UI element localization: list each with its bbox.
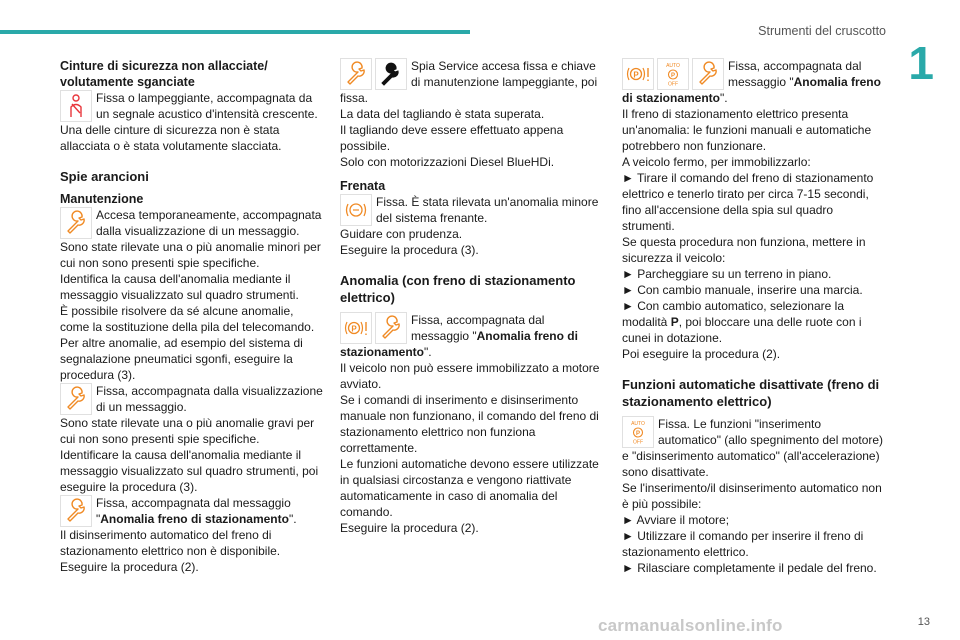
park-brake-auto-fault-text-3: Se questa procedura non funziona, mettere in sicurezza il veicolo:	[622, 235, 866, 265]
service-text-3: Solo con motorizzazioni Diesel BlueHDi.	[340, 155, 555, 169]
wrench-orange-icon	[375, 312, 407, 344]
braking-description: Fissa. È stata rilevata un'anomalia minore del sistema frenante.	[376, 195, 599, 225]
watermark: carmanualsonline.info	[598, 616, 783, 635]
maintenance-1-text-1: Sono state rilevate una o più anomalie minori per cui non sono presenti spie specifiche.	[60, 240, 321, 270]
maintenance-2-text-2: Identificare la causa dell'anomalia mediante il messaggio visualizzato sul quadro strumenti, poi eseguire la procedura (3).	[60, 448, 319, 494]
auto-label: AUTO	[666, 63, 680, 69]
brake-warning-icon	[340, 194, 372, 226]
wrench-orange-icon	[60, 207, 92, 239]
maintenance-entry-1	[60, 207, 324, 239]
wrench-orange-icon	[340, 58, 372, 90]
maintenance-1-text-2: Identifica la causa dell'anomalia mediante il messaggio visualizzato sul quadro strumenti.	[60, 272, 299, 302]
seatbelt-warning-icon	[60, 90, 92, 122]
off-label: OFF	[668, 81, 678, 87]
maintenance-entry-3	[60, 495, 324, 527]
park-brake-fault-text-1: Il veicolo non può essere immobilizzato a motore avviato.	[340, 361, 600, 391]
park-brake-fault-text-2: Se i comandi di inserimento e disinserimento manuale non funzionano, il comando del freno di stazionamento elettrico non funziona correttamente.	[340, 393, 599, 455]
maintenance-1-text-4: Per altre anomalie, ad esempio del sistema di segnalazione pneumatici sgonfi, eseguire la procedura (3).	[60, 336, 303, 382]
parking-brake-fault-icon	[340, 312, 372, 344]
seatbelt-description: Fissa o lampeggiante, accompagnata da un segnale acustico d'intensità crescente.	[96, 91, 318, 121]
park-brake-fault-description: Fissa, accompagnata dal messaggio "Anomalia freno di stazionamento".	[340, 313, 578, 359]
service-key-icon	[375, 58, 407, 90]
off-label: OFF	[633, 439, 643, 445]
park-brake-fault-heading: Anomalia (con freno di stazionamento elettrico)	[340, 273, 576, 305]
park-brake-auto-fault-text-2: A veicolo fermo, per immobilizzarlo:	[622, 155, 811, 169]
seatbelt-entry	[60, 90, 324, 122]
column-3	[622, 58, 886, 576]
service-description: Spia Service accesa fissa e chiave di manutenzione lampeggiante, poi fissa.	[340, 59, 598, 105]
maintenance-3-description: Fissa, accompagnata dal messaggio "Anomalia freno di stazionamento".	[96, 496, 297, 526]
service-entry	[340, 58, 604, 106]
wrench-orange-icon	[692, 58, 724, 90]
page-number: 13	[917, 616, 930, 628]
svg-text:P: P	[635, 431, 641, 437]
park-brake-step-3: ► Con cambio manuale, inserire una marcia.	[622, 283, 863, 297]
auto-off-parking-icon	[657, 58, 689, 90]
orange-lights-heading: Spie arancioni	[60, 169, 149, 184]
auto-functions-step-2: ► Utilizzare il comando per inserire il freno di stazionamento elettrico.	[622, 529, 864, 559]
maintenance-3-text-1: Il disinserimento automatico del freno di stazionamento elettrico non è disponibile.	[60, 528, 281, 558]
maintenance-2-text-1: Sono state rilevate una o più anomalie gravi per cui non sono presenti spie specifiche.	[60, 416, 315, 446]
park-brake-step-4: ► Con cambio automatico, selezionare la modalità P, poi bloccare una delle ruote con i cunei in dotazione.	[622, 299, 862, 345]
svg-text:P: P	[351, 324, 357, 334]
park-brake-step-1: ► Tirare il comando del freno di stazionamento elettrico e tenerlo tirato per circa 7-15 secondi, fino all'accensione della spia sul quadro strumenti.	[622, 171, 874, 233]
svg-text:P: P	[633, 70, 639, 80]
auto-label: AUTO	[631, 421, 645, 427]
column-2	[340, 58, 604, 536]
park-brake-fault-text-4: Eseguire la procedura (2).	[340, 521, 479, 535]
auto-off-parking-icon	[622, 416, 654, 448]
park-brake-step-2: ► Parcheggiare su un terreno in piano.	[622, 267, 832, 281]
auto-functions-text-1: Se l'inserimento/il disinserimento automatico non è più possibile:	[622, 481, 882, 511]
auto-functions-entry	[622, 416, 886, 480]
seatbelt-text: Una delle cinture di sicurezza non è stata allacciata o è stata volutamente slacciata.	[60, 123, 282, 153]
maintenance-1-text-3: È possibile risolvere da sé alcune anomalie, come la sostituzione della pila del telecomando.	[60, 304, 315, 334]
park-brake-auto-fault-text-4: Poi eseguire la procedura (2).	[622, 347, 781, 361]
braking-text-1: Guidare con prudenza.	[340, 227, 463, 241]
braking-entry	[340, 194, 604, 226]
service-text-1: La data del tagliando è stata superata.	[340, 107, 545, 121]
park-brake-auto-fault-entry	[622, 58, 886, 106]
service-text-2: Il tagliando deve essere effettuato appena possibile.	[340, 123, 564, 153]
auto-functions-description: Fissa. Le funzioni "inserimento automatico" (allo spegnimento del motore) e "disinserimento automatico" (all'accelerazione) sono disattivate.	[622, 417, 884, 479]
wrench-orange-icon	[60, 495, 92, 527]
park-brake-auto-fault-text-1: Il freno di stazionamento elettrico presenta un'anomalia: le funzioni manuali e automatiche potrebbero non funzionare.	[622, 107, 872, 153]
seatbelt-heading: Cinture di sicurezza non allacciate/ volutamente sganciate	[60, 59, 268, 89]
maintenance-heading: Manutenzione	[60, 192, 144, 206]
header-accent-bar	[0, 30, 470, 34]
column-1	[60, 58, 324, 575]
auto-functions-heading: Funzioni automatiche disattivate (freno di stazionamento elettrico)	[622, 377, 880, 409]
maintenance-2-description: Fissa, accompagnata dalla visualizzazione di un messaggio.	[96, 384, 323, 414]
park-brake-fault-text-3: Le funzioni automatiche devono essere utilizzate in qualsiasi circostanza e vengono riattivate automaticamente in caso di anomalia del comando.	[340, 457, 599, 519]
maintenance-entry-2	[60, 383, 324, 415]
maintenance-3-text-2: Eseguire la procedura (2).	[60, 560, 199, 574]
svg-text:P: P	[670, 73, 676, 79]
auto-functions-step-3: ► Rilasciare completamente il pedale del freno.	[622, 561, 877, 575]
park-brake-auto-fault-description: Fissa, accompagnata dal messaggio "Anomalia freno di stazionamento".	[622, 59, 881, 105]
park-brake-fault-entry	[340, 312, 604, 360]
braking-text-2: Eseguire la procedura (3).	[340, 243, 479, 257]
page-header-title: Strumenti del cruscotto	[758, 24, 886, 38]
wrench-orange-icon	[60, 383, 92, 415]
maintenance-1-description: Accesa temporaneamente, accompagnata dalla visualizzazione di un messaggio.	[96, 208, 322, 238]
braking-heading: Frenata	[340, 179, 386, 193]
chapter-number: 1	[908, 37, 934, 89]
parking-brake-fault-icon	[622, 58, 654, 90]
auto-functions-step-1: ► Avviare il motore;	[622, 513, 730, 527]
